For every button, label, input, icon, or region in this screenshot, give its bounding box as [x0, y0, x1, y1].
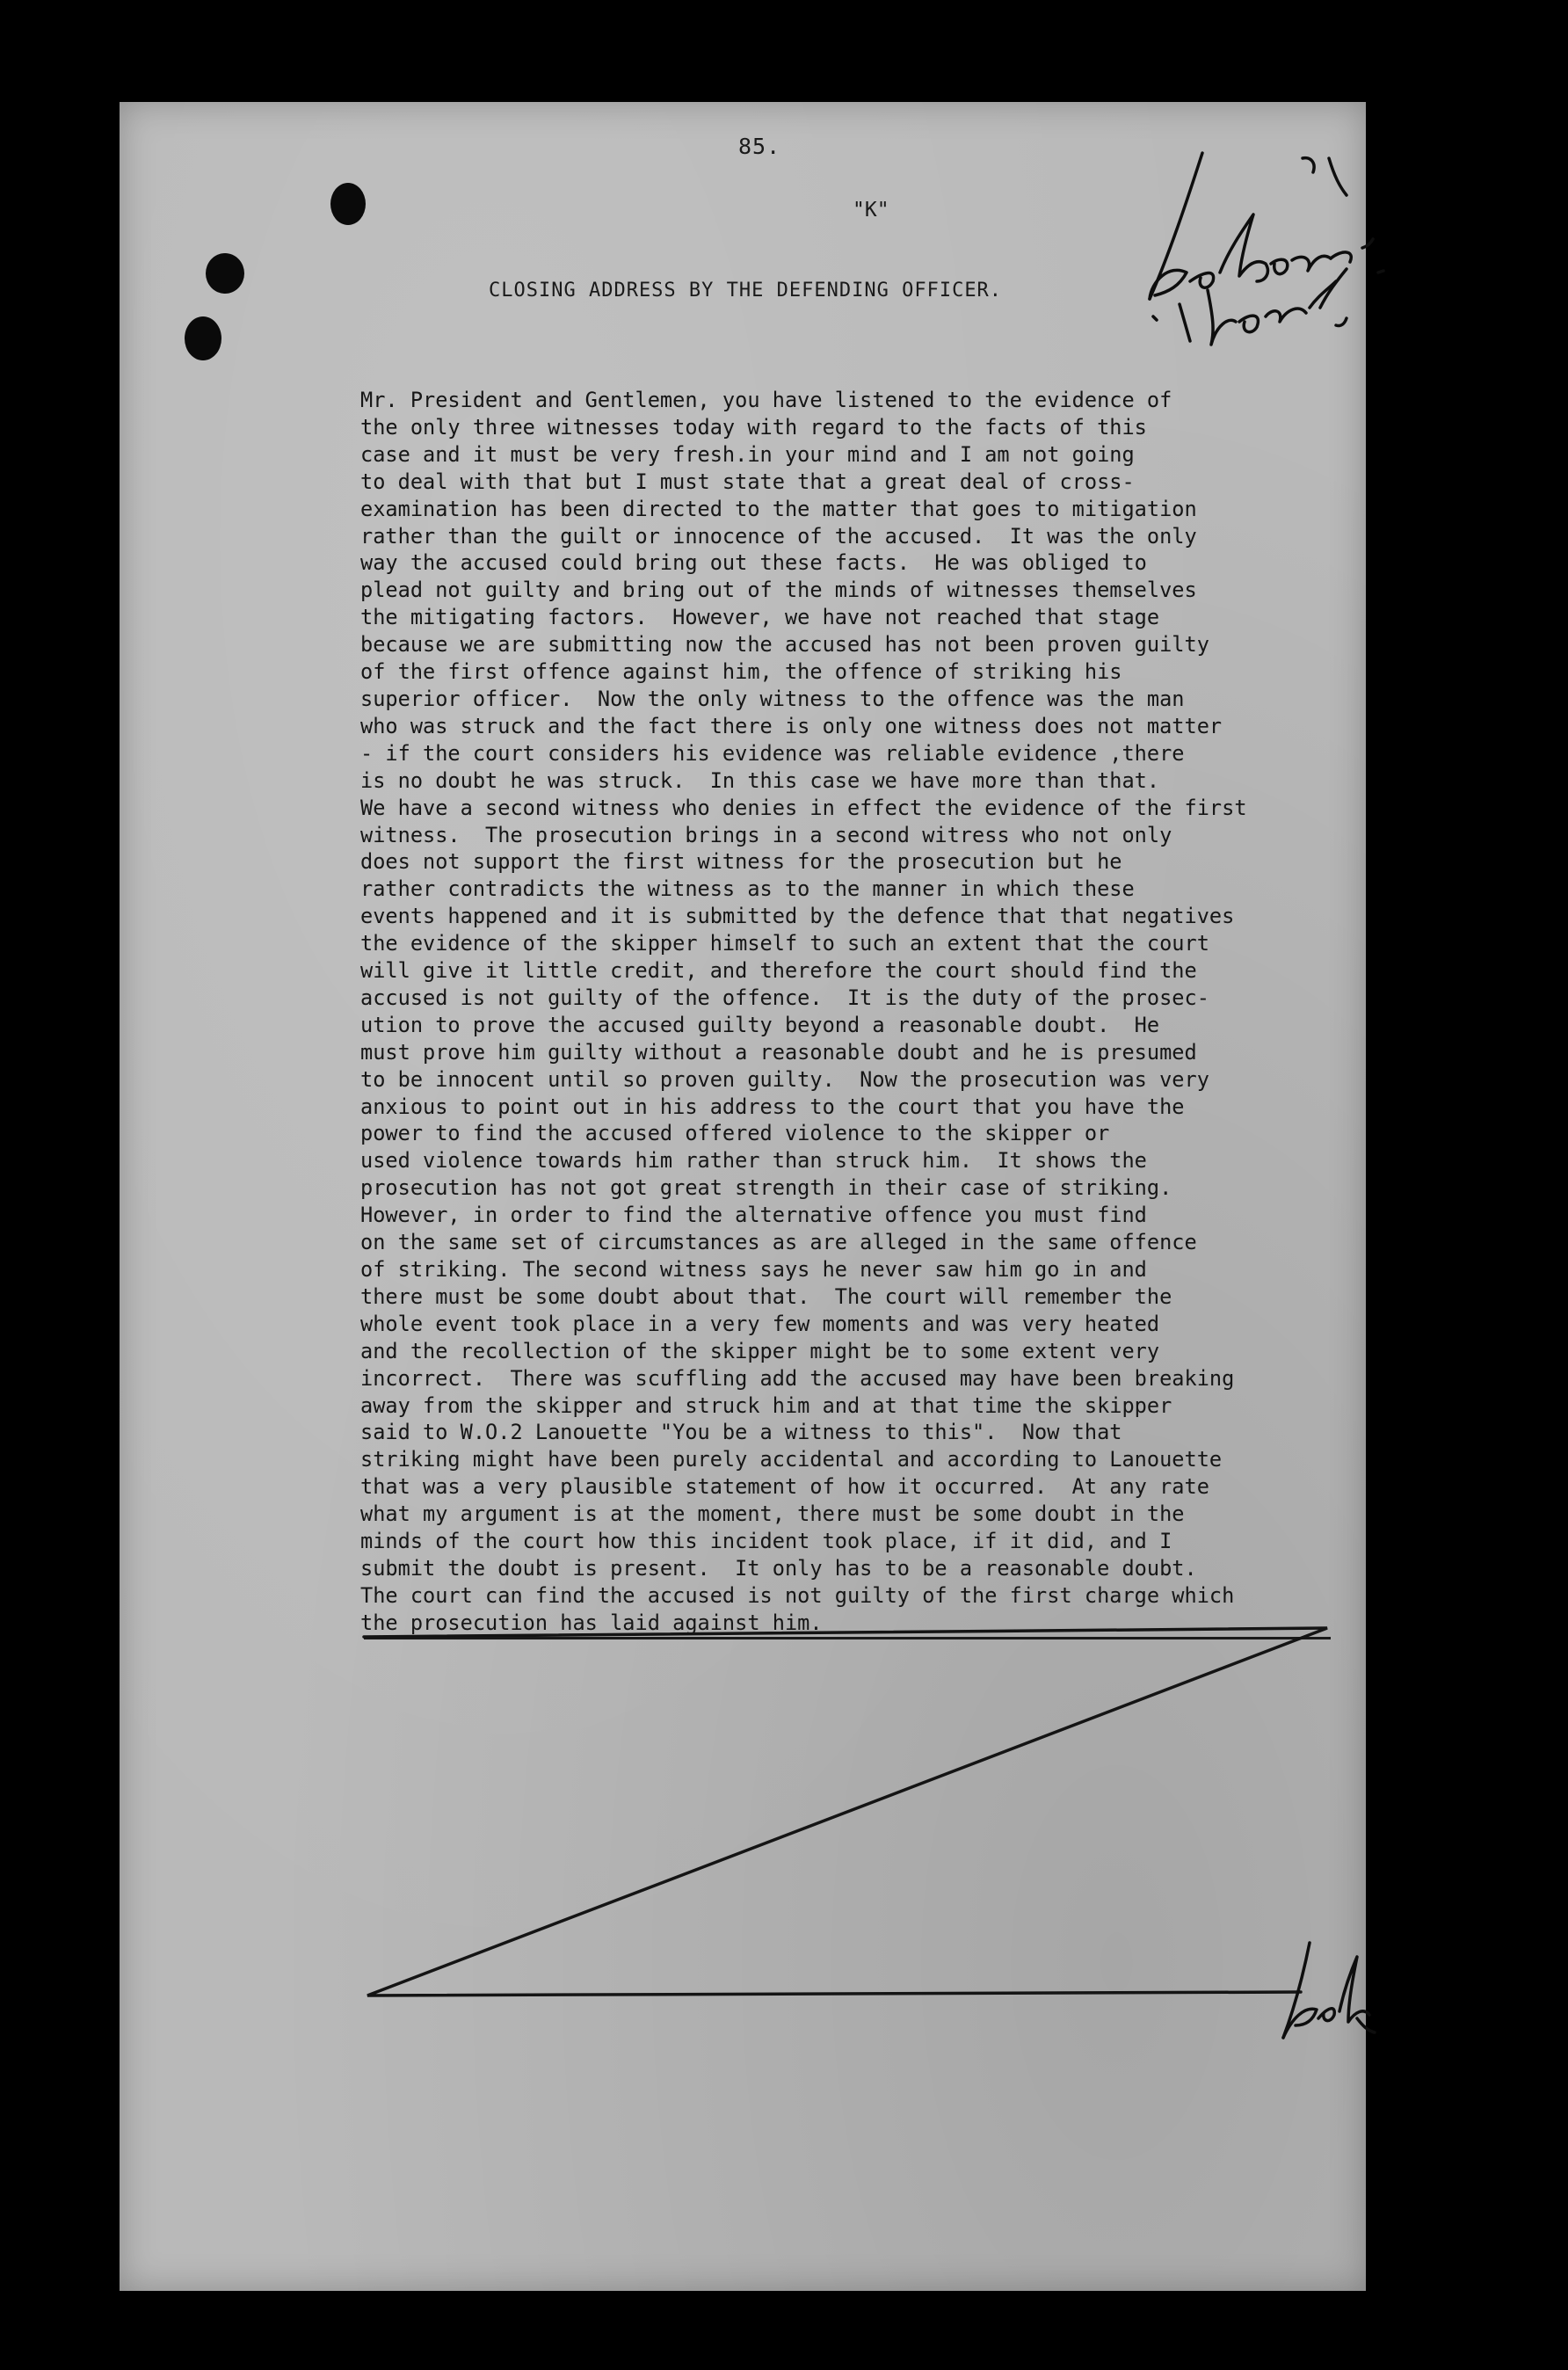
text-line: incorrect. There was scuffling add the accused may have been breaking — [360, 1365, 1235, 1391]
text-line: of striking. The second witness says he never saw him go in and — [360, 1257, 1147, 1282]
text-line: is no doubt he was struck. In this case we have more than that. — [360, 767, 1160, 793]
exhibit-letter: "K" — [853, 199, 889, 222]
text-line: - if the court considers his evidence was reliable evidence ,there — [360, 740, 1185, 766]
handwritten-signature-top — [1099, 141, 1433, 352]
triangle-stroke — [364, 1628, 1327, 1996]
text-line: striking might have been purely accidental and according to Lanouette — [360, 1447, 1223, 1472]
text-line: used violence towards him rather than struck him. It shows the — [360, 1148, 1147, 1174]
punch-hole-bottom — [185, 316, 221, 360]
text-line: We have a second witness who denies in effect the evidence of the first — [360, 795, 1247, 820]
text-line: However, in order to find the alternative offence you must find — [360, 1203, 1147, 1228]
text-line: to deal with that but I must state that a great deal of cross- — [360, 469, 1135, 494]
text-line: the evidence of the skipper himself to such an extent that the court — [360, 931, 1209, 956]
text-line: events happened and it is submitted by the defence that that negatives — [360, 904, 1235, 929]
text-line: examination has been directed to the matter that goes to mitigation — [360, 496, 1197, 521]
text-line: minds of the court how this incident took place, if it did, and I — [360, 1529, 1172, 1554]
text-line: superior officer. Now the only witness to the offence was the man — [360, 686, 1185, 711]
text-line: whole event took place in a very few moments and was very heated — [360, 1311, 1160, 1336]
text-line: ution to prove the accused guilty beyond a reasonable doubt. He — [360, 1012, 1160, 1037]
text-line: The court can find the accused is not guilty of the first charge which — [360, 1582, 1235, 1608]
text-line: because we are submitting now the accused has not been proven guilty — [360, 632, 1209, 658]
text-line: prosecution has not got great strength in their case of striking. — [360, 1175, 1172, 1201]
text-line: accused is not guilty of the offence. It is the duty of the prosec- — [360, 985, 1209, 1010]
text-line: submit the doubt is present. It only has to be a reasonable doubt. — [360, 1555, 1197, 1581]
text-line: witness. The prosecution brings in a second witress who not only — [360, 822, 1172, 847]
text-line: who was struck and the fact there is only one witness does not matter — [360, 713, 1223, 738]
punch-hole-top — [330, 183, 366, 225]
text-line: on the same set of circumstances as are alleged in the same offence — [360, 1230, 1197, 1255]
text-line: what my argument is at the moment, there must be some doubt in the — [360, 1501, 1185, 1527]
cancellation-triangle — [352, 1618, 1354, 2004]
text-line: the only three witnesses today with regard to the facts of this — [360, 414, 1147, 440]
text-line: does not support the first witness for the prosecution but he — [360, 849, 1122, 875]
text-line: power to find the accused offered violence to the skipper or — [360, 1121, 1110, 1146]
text-line: rather than the guilt or innocence of the accused. It was the only — [360, 523, 1197, 549]
text-line: to be innocent until so proven guilty. Now the prosecution was very — [360, 1066, 1209, 1092]
text-line: rather contradicts the witness as to the manner in which these — [360, 876, 1135, 902]
text-line: the mitigating factors. However, we have not reached that stage — [360, 605, 1160, 630]
text-line: that was a very plausible statement of how it occurred. At any rate — [360, 1474, 1209, 1500]
text-line: said to W.O.2 Lanouette "You be a witness to this". Now that — [360, 1420, 1122, 1445]
text-line: way the accused could bring out these facts. He was obliged to — [360, 550, 1147, 576]
text-line: will give it little credit, and therefore the court should find the — [360, 958, 1197, 984]
text-line: Mr. President and Gentlemen, you have listened to the evidence of — [360, 388, 1172, 412]
text-line: and the recollection of the skipper might be to some extent very — [360, 1338, 1160, 1363]
closing-address-text — [360, 387, 1336, 1637]
document-heading: CLOSING ADDRESS BY THE DEFENDING OFFICER. — [489, 280, 1003, 302]
page-number: 85. — [738, 134, 781, 159]
text-line: of the first offence against him, the offence of striking his — [360, 659, 1122, 685]
text-line: anxious to point out in his address to the court that you have the — [360, 1094, 1185, 1119]
text-line: case and it must be very fresh.in your mind and I am not going — [360, 441, 1135, 467]
text-line: the prosecution has laid against him. — [360, 1610, 823, 1635]
text-line: must prove him guilty without a reasonable doubt and he is presumed — [360, 1039, 1197, 1065]
punch-hole-middle — [206, 253, 244, 294]
text-line: there must be some doubt about that. The court will remember the — [360, 1283, 1172, 1309]
handwritten-initials-bottom — [1266, 1934, 1380, 2048]
text-line: plead not guilty and bring out of the minds of witnesses themselves — [360, 578, 1197, 603]
text-line: away from the skipper and struck him and at that time the skipper — [360, 1392, 1172, 1418]
